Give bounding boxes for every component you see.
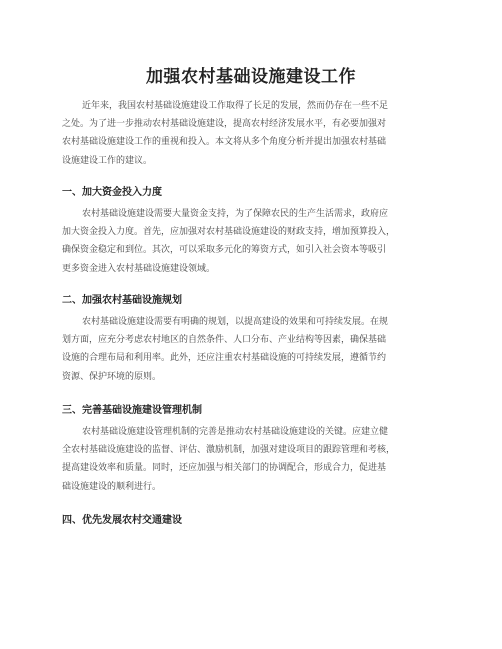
- intro-line: 近年来，我国农村基础设施建设工作取得了长足的发展，然而仍存在一些不足: [82, 101, 389, 111]
- document-title: 加强农村基础设施建设工作: [146, 67, 356, 87]
- paragraph-line: 全农村基础设施建设的监督、评估、激励机制，加强对建设项目的跟踪管理和考核，: [62, 445, 396, 456]
- paragraph-line: 农村基础设施建设需要大量资金支持，为了保障农民的生产生活需求，政府应: [82, 209, 389, 219]
- section-heading-2: 二、加强农村基础设施规划: [62, 295, 182, 306]
- intro-paragraph: [62, 97, 446, 170]
- paragraph-line: 确保资金稳定和到位。其次，可以采取多元化的筹资方式，如引入社会资本等吸引: [62, 245, 387, 256]
- paragraph-line: 加大资金投入力度。首先，应加强对农村基础设施建设的财政支持，增加预算投入，: [62, 227, 396, 238]
- section-1-paragraph: [62, 205, 446, 278]
- paragraph-line: 更多资金进入农村基础设施建设领域。: [62, 263, 216, 274]
- paragraph-line: 设施的合理布局和利用率。此外，还应注重农村基础设施的可持续发展，遵循节约: [62, 353, 387, 364]
- paragraph-line: 资源、保护环境的原则。: [62, 371, 162, 382]
- section-heading-1: 一、加大资金投入力度: [62, 187, 162, 198]
- paragraph-line: 划方面，应充分考虑农村地区的自然条件、人口分布、产业结构等因素，确保基础: [62, 335, 387, 346]
- paragraph-line: 提高建设效率和质量。同时，还应加强与相关部门的协调配合，形成合力，促进基: [62, 463, 387, 474]
- paragraph-line: 农村基础设施建设管理机制的完善是推动农村基础设施建设的关键。应建立健: [82, 427, 389, 437]
- intro-line: 农村基础设施建设工作的重视和投入。本文将从多个角度分析并提出加强农村基础: [62, 137, 387, 148]
- section-heading-3: 三、完善基础设施建设管理机制: [62, 405, 202, 416]
- intro-line: 设施建设工作的建议。: [62, 155, 153, 166]
- section-heading-4: 四、优先发展农村交通建设: [62, 515, 182, 526]
- paragraph-line: 农村基础设施建设需要有明确的规划，以提高建设的效果和可持续发展。在规: [82, 317, 389, 327]
- section-2-paragraph: [62, 313, 446, 386]
- intro-line: 之处。为了进一步推动农村基础设施建设，提高农村经济发展水平，有必要加强对: [62, 119, 387, 130]
- section-3-paragraph: [62, 423, 446, 496]
- paragraph-line: 础设施建设的顺利进行。: [62, 481, 162, 492]
